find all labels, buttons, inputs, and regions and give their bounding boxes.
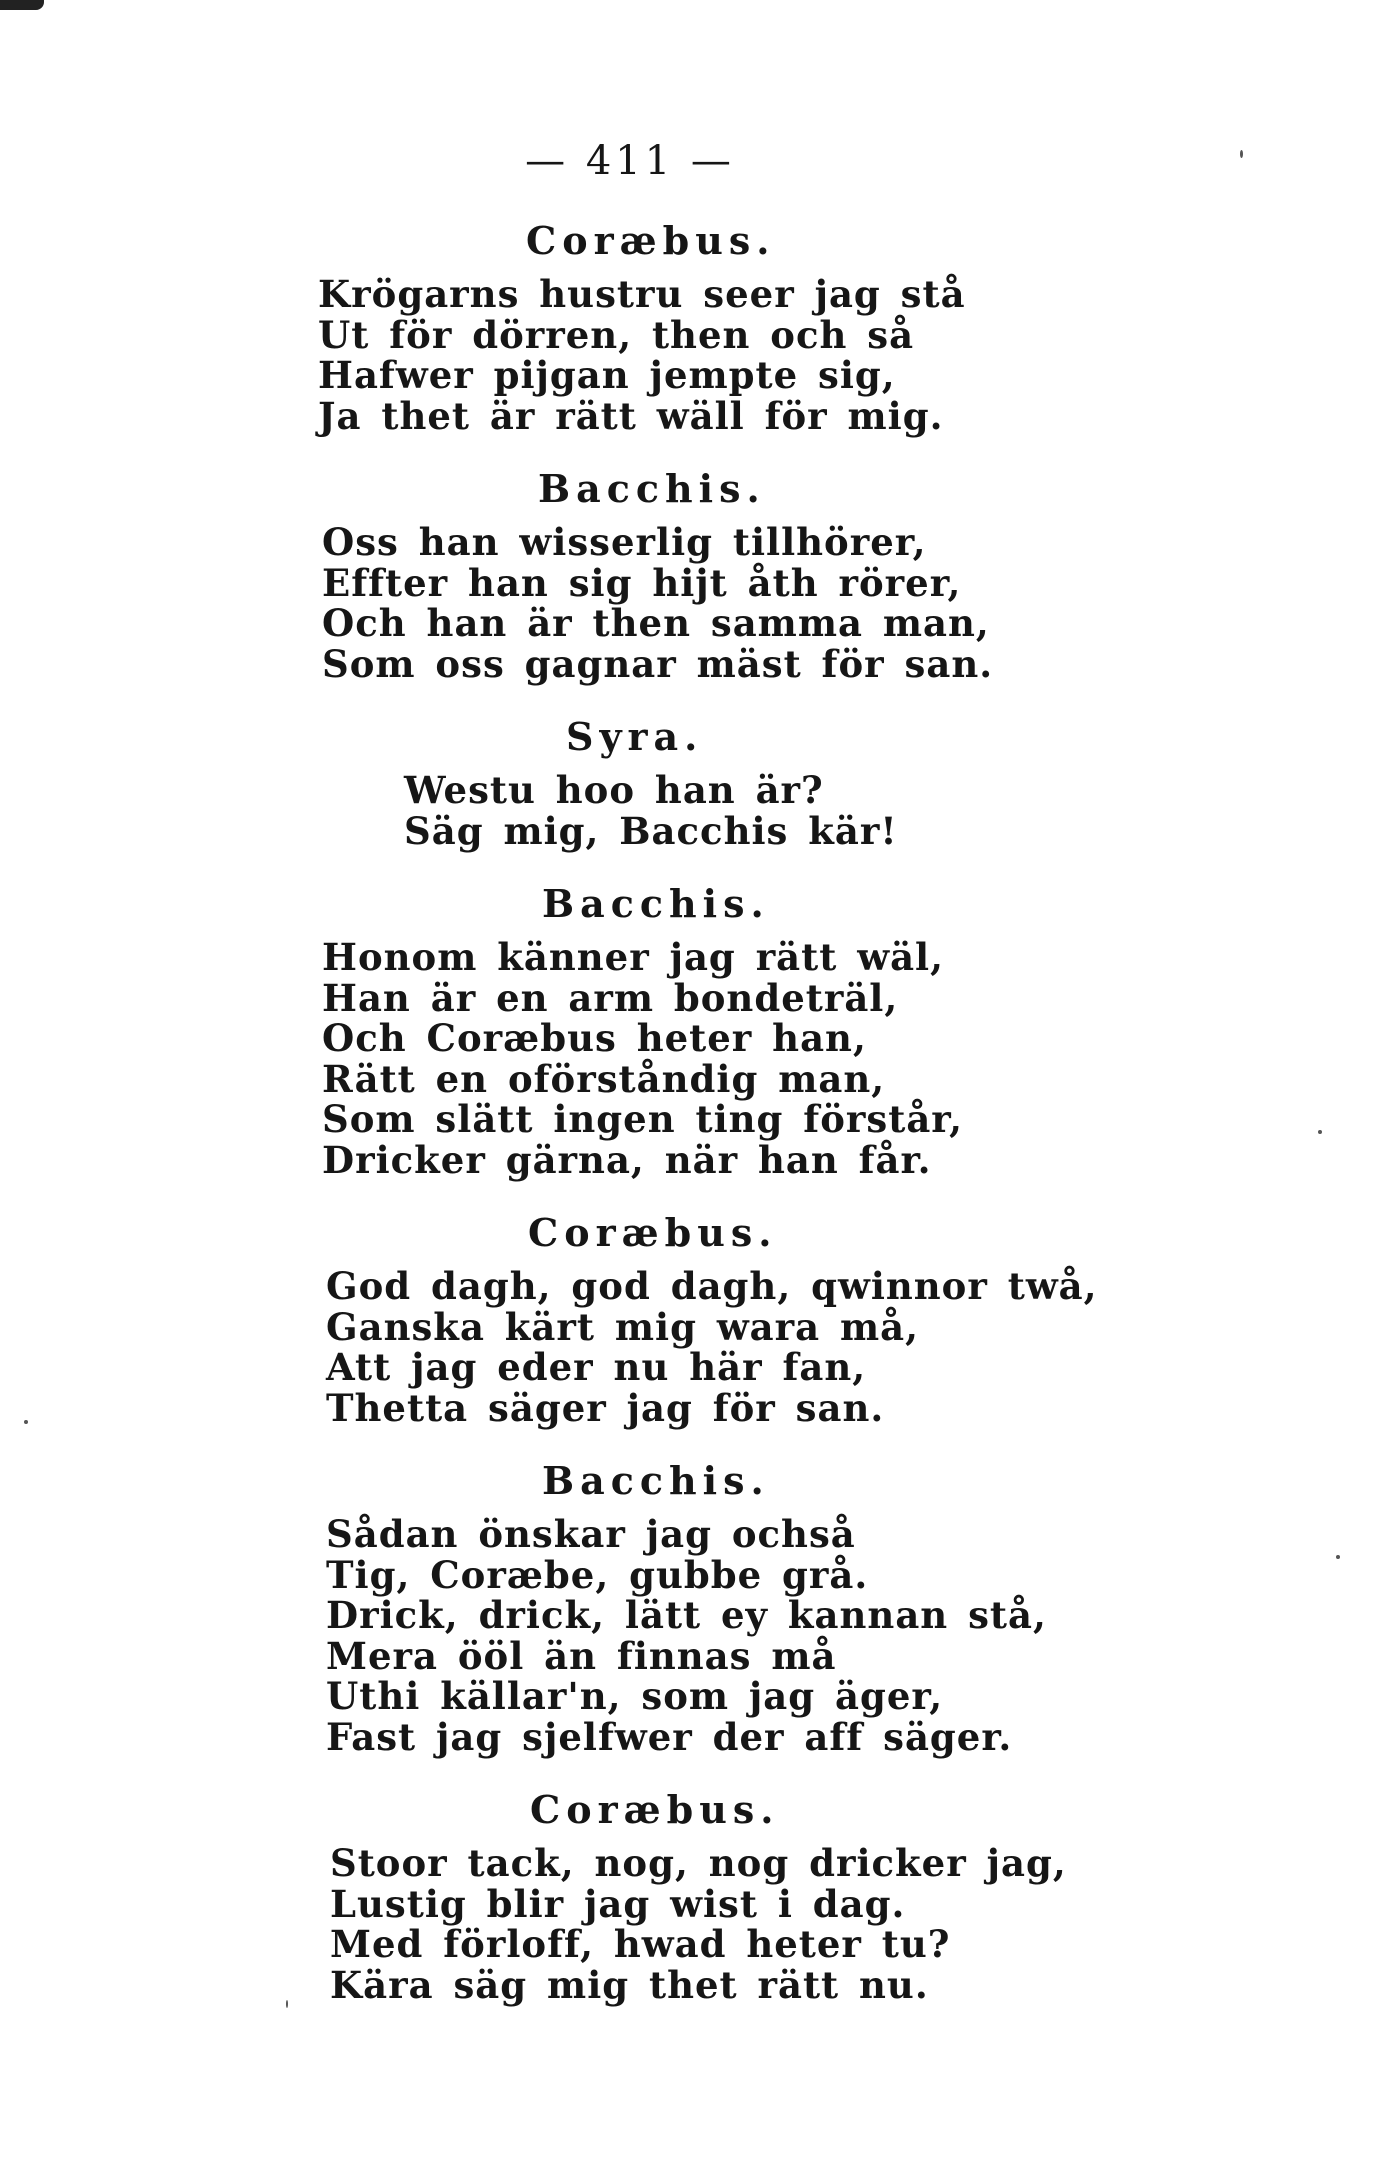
verse-line: Krögarns hustru seer jag stå (318, 272, 966, 316)
verse-line: Uthi källar'n, som jag äger, (326, 1674, 944, 1718)
verse-line: Säg mig, Bacchis kär! (404, 808, 898, 853)
page-number: — 411 — (525, 138, 735, 184)
verse-line: Thetta säger jag för san. (326, 1385, 885, 1430)
speech-block (318, 1458, 1047, 1759)
speaker-name: Bacchis. (542, 881, 770, 926)
verse-line: Westu hoo han är? (404, 768, 824, 812)
verse-line: Mera ööl än finnas må (326, 1633, 837, 1678)
verse-line: Som slätt ingen ting förstår, (322, 1097, 963, 1141)
speech-block (318, 881, 1018, 1180)
verse-line: Hafwer pijgan jempte sig, (318, 353, 896, 397)
verse-line: Oss han wisserlig tillhörer, (322, 520, 927, 564)
speech-block (318, 218, 1018, 436)
speaker-name: Bacchis. (542, 1458, 770, 1503)
speaker-name: Coræbus. (528, 1210, 778, 1255)
scan-speck (1336, 1555, 1340, 1559)
speaker-name: Bacchis. (538, 466, 766, 511)
verse-line: Dricker gärna, när han får. (322, 1137, 932, 1182)
verse-line: Lustig blir jag wist i dag. (330, 1881, 906, 1926)
speech-block (318, 1210, 1098, 1430)
verse-line: Rätt en oförståndig man, (322, 1056, 886, 1101)
verse-line: God dagh, god dagh, qwinnor twå, (326, 1264, 1098, 1308)
verse-line: Fast jag sjelfwer der aff säger. (326, 1714, 1013, 1759)
speaker-name: Coræbus. (530, 1787, 780, 1832)
speaker-name: Syra. (566, 714, 704, 759)
scan-speck (286, 2000, 288, 2008)
scan-corner-mark (0, 0, 44, 10)
scan-speck (1318, 1130, 1322, 1134)
scan-speck (24, 1420, 28, 1424)
speech-block (318, 1787, 1067, 2007)
verse-line: Sådan önskar jag ochså (326, 1512, 856, 1556)
verse-line: Ja thet är rätt wäll för mig. (318, 393, 944, 438)
verse-line: Och Coræbus heter han, (322, 1016, 867, 1060)
speech-block (318, 466, 1018, 684)
verse-line: Och han är then samma man, (322, 601, 990, 645)
verse-line: Ganska kärt mig wara må, (326, 1304, 920, 1349)
verse-line: Han är en arm bondeträl, (322, 975, 899, 1020)
verse-line: Som oss gagnar mäst för san. (322, 641, 994, 686)
verse-line: Effter han sig hijt åth rörer, (322, 560, 962, 605)
speech-block (318, 714, 1018, 851)
verse-line: Ut för dörren, then och så (318, 312, 915, 357)
verse-line: Kära säg mig thet rätt nu. (330, 1962, 929, 2007)
verse-line: Tig, Coræbe, gubbe grå. (326, 1552, 869, 1597)
verse-line: Med förloff, hwad heter tu? (330, 1922, 951, 1966)
text-column (318, 218, 1098, 2035)
verse-line: Honom känner jag rätt wäl, (322, 935, 944, 979)
verse-line: Stoor tack, nog, nog dricker jag, (330, 1841, 1067, 1885)
verse-line: Att jag eder nu här fan, (326, 1345, 867, 1389)
speaker-name: Coræbus. (526, 218, 776, 263)
verse-line: Drick, drick, lätt ey kannan stå, (326, 1593, 1047, 1637)
